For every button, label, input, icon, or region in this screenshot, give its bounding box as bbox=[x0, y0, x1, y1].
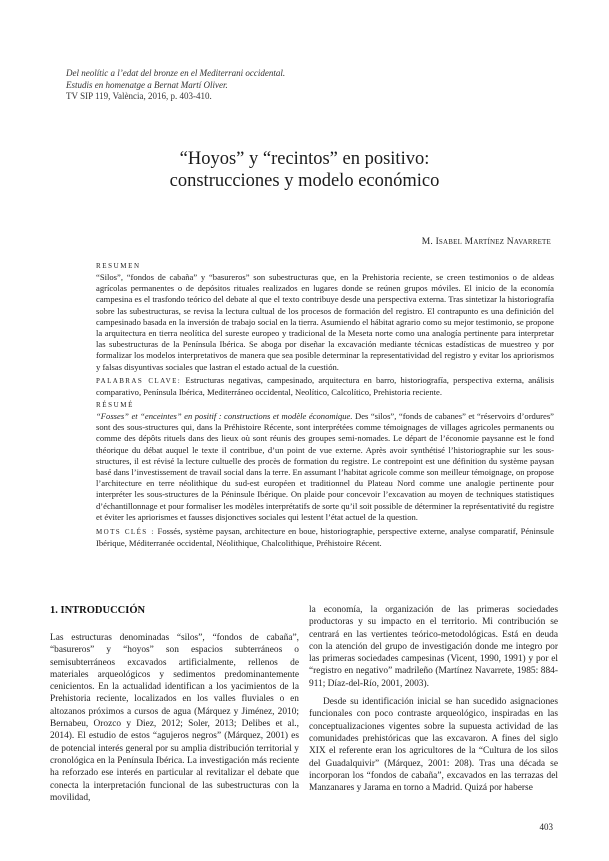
citation-block bbox=[66, 68, 486, 103]
resume-label: RÉSUMÉ bbox=[96, 401, 134, 409]
intro-paragraph-left: Las estructuras denominadas “silos”, “fondos de cabaña”, “basureros” y “hoyos” son espacios subterráneos o semisubterráneos excavados artificialmente, rellenos de materiales arqueológicos y sedimentos predominantemente cenicientos. En la actualidad identifican a los yacimientos de la Prehistoria reciente, localizados en los valles fluviales o en altozanos próximos a cursos de agua (Márquez y Jiménez, 2010; Bernabeu, Orozco y Diez, 2012; Soler, 2013; Delibes et al., 2014). El estudio de estos “agujeros negros” (Márquez, 2001) es de potencial interés general por su amplia distribución territorial y cronológica en la Península Ibérica. La investigación más reciente ha reforzado ese interés en particular al revitalizar el debate que conecta la interpretación funcional de las subestructuras con la movilidad, bbox=[50, 633, 299, 803]
intro-paragraph-right-1: la economía, la organización de las primeras sociedades productoras y su impacto en el territorio. Mi contribución se centrará en las vertientes teórico-metodológicas. Está en deuda con la atención del grupo de investigación donde me integro por las primeras sociedades campesinas (Vicent, 1990, 1991) y por el “registro en negativo” madrileño (Martínez Navarrete, 1985: 884-911; Díaz-del-Río, 2001, 2003). bbox=[309, 605, 558, 689]
resumen-block bbox=[96, 262, 554, 398]
resume-body: Des “silos”, “fonds de cabanes” et “réservoirs d’ordures” sont des sous-structures qui, dans la Préhistoire Récente, sont interprétées comme témoignages de villages agricoles permanents ou comme des dépôts rituels dans des lieux où sont réunis des groupes semi-nomades. Le départ de l’économie paysanne est le fond théorique du débat auquel le texte il contribue, d’un point de vue externe. Après avoir synthétisé l’historiographie sur les sous-structures, il est révisé la lecture cultuelle des procès de formation du registre. Le contrepoint est une définition du système paysan basé dans l’investissement de travail social dans la terre. En assumant l’habitat agricole comme son meilleur témoignage, on propose l’architecture en terre néolithique du sud-est européen et traditionnel du Plateau Nord comme une analogie pertinente pour interpréter les sous-structures de la Péninsule Ibérique. On plaide pour concevoir l’excavation au moyen de techniques statistiques d’échantillonnage et pour formaliser les modèles interprétatifs de sorte qu’il soit possible de déterminer la représentativité du registre et éviter les apriorismes et fausses disjonctives sociales qui lestent l’état actuel de la question. bbox=[96, 411, 554, 522]
resume-text bbox=[96, 411, 554, 523]
resumen-keywords-text: Estructuras negativas, campesinado, arquitectura en barro, historiografía, perspectiva externa, análisis comparativo, Península Ibérica, Mediterráneo occidental, Neolítico, Calcolítico, Prehistoria reciente. bbox=[96, 374, 555, 398]
resume-keywords-text: Fossés, système paysan, architecture en boue, historiographie, perspective externe, analyse comparatif, Péninsule Ibérique, Méditerranée occidental, Néolithique, Chalcolithique, Préhistoire Récent. bbox=[96, 526, 554, 549]
article-title bbox=[0, 148, 609, 192]
article-title-line-1: “Hoyos” y “recintos” en positivo: bbox=[179, 149, 430, 169]
resumen-keywords bbox=[96, 375, 554, 398]
citation-series: TV SIP 119, València, 2016, p. 403-410. bbox=[66, 91, 212, 101]
resume-title-italic: “Fosses” et “enceintes” en positif : constructions et modèle économique. bbox=[96, 411, 353, 421]
citation-subtitle: Estudis en homenatge a Bernat Martí Oliver. bbox=[66, 79, 228, 90]
resumen-label: RESUMEN bbox=[96, 262, 141, 270]
page-number: 403 bbox=[539, 822, 553, 832]
article-title-line-2: construcciones y modelo económico bbox=[169, 171, 440, 191]
right-column bbox=[309, 604, 558, 794]
citation-volume-title: Del neolític a l’edat del bronze en el Mediterrani occidental. bbox=[66, 68, 286, 78]
intro-paragraph-right-2: Desde su identificación inicial se han sucedido asignaciones funcionales con poco contraste arqueológico, inspiradas en las conceptualizaciones vigentes sobre la supuesta actividad de las comunidades prehistóricas que las excavaron. A fines del siglo XIX el referente eran los agricultores de la “Cultura de los silos del Guadalquivir” (Márquez, 2001: 208). Tras una década se incorporan los “fondos de cabaña”, excavados en las terrazas del Manzanares y Jarama en torno a Madrid. Quizá por haberse bbox=[309, 697, 558, 794]
resume-block bbox=[96, 401, 554, 549]
resumen-keywords-label: PALABRAS CLAVE: bbox=[96, 376, 182, 385]
resume-keywords-label: MOTS CLÉS : bbox=[96, 528, 155, 537]
section-heading: 1. INTRODUCCIÓN bbox=[50, 605, 146, 616]
resumen-text: “Silos”, “fondos de cabaña” y “basureros” son subestructuras que, en la Prehistoria reciente, se creen testimonios o de aldeas agrícolas permanentes o de depósitos rituales realizados en lugares donde se reúnen grupos móviles. El inicio de la economía campesina es el trasfondo teórico del debate al que el texto contribuye desde una perspectiva externa. Tras sintetizar la historiografía sobre las subestructuras, se revisa la lectura cultual de los procesos de formación del registro. El contrapunto es una definición del campesinado basada en la inversión de trabajo social en la tierra. Asumiendo el hábitat agrario como su mejor testimonio, se propone la arquitectura en tierra neolítica del sureste europeo y tradicional de la Meseta norte como una analogía pertinente para interpretar las subestructuras de la Península Ibérica. Se aboga por diseñar la excavación mediante técnicas estadísticas de muestreo y por formalizar los modelos interpretativos de manera que sea posible determinar la representatividad del registro y evitar los apriorismos y falsas disyuntivas sociales que lastran el estado actual de la cuestión. bbox=[96, 272, 554, 372]
resume-keywords bbox=[96, 526, 554, 549]
left-column bbox=[50, 604, 299, 804]
author-name: M. Isabel Martínez Navarrete bbox=[421, 237, 551, 247]
